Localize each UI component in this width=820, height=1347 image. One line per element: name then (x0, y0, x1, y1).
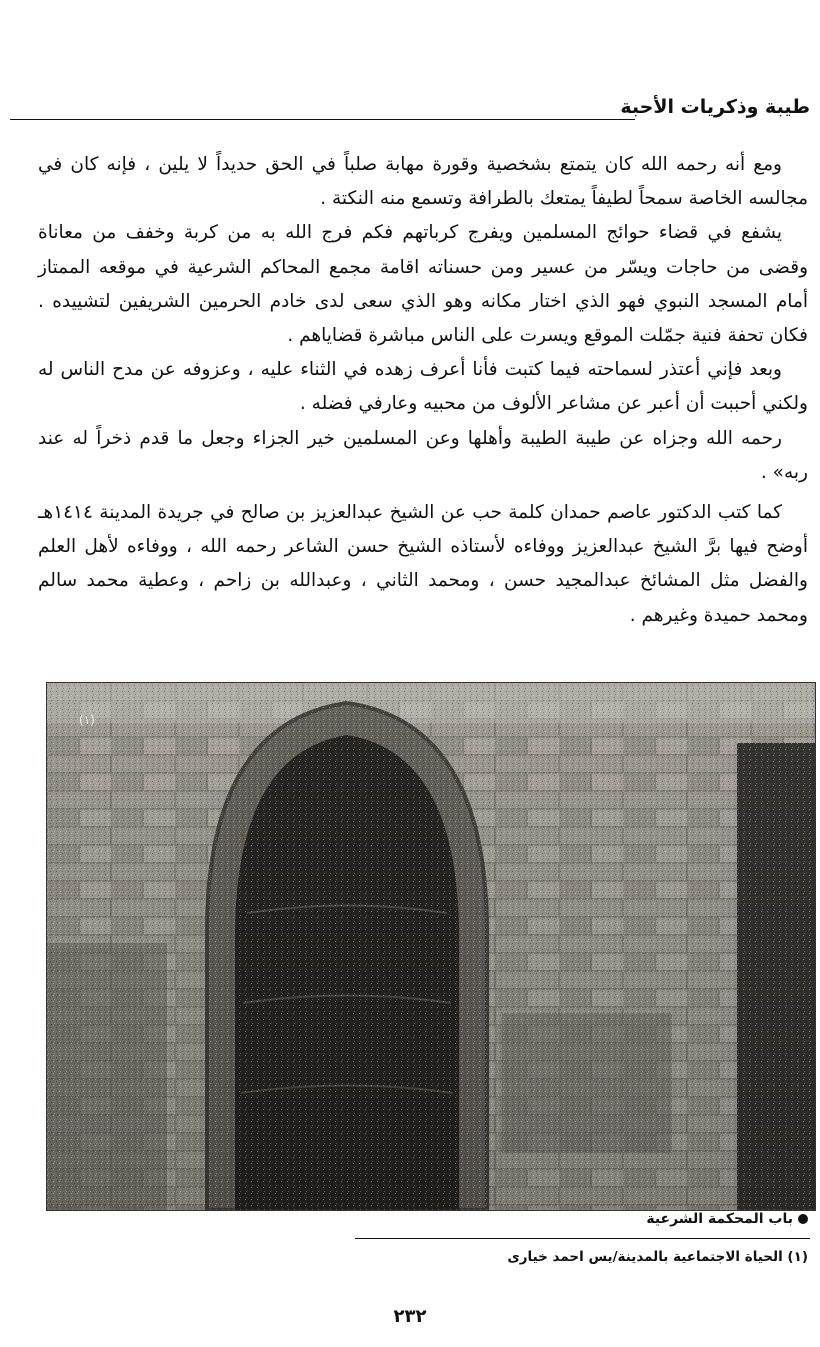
header-rule (10, 119, 635, 120)
footnote-rule (355, 1238, 810, 1239)
running-header-title: طيبة وذكريات الأحبة (620, 96, 810, 118)
paragraph: وبعد فإني أعتذر لسماحته فيما كتبت فأنا أعرف زهده في الثناء عليه ، وعزوفه عن مدح الناس له ولكني أحببت أن أعبر عن مشاعر الألوف من محبيه وعارفي فضله . (38, 359, 808, 415)
figure-reference-mark: (١) (79, 713, 95, 727)
paragraph: ومع أنه رحمه الله كان يتمتع بشخصية وقورة مهابة صلباً في الحق حديداً لا يلين ، فإنه كان في مجالسه الخاصة سمحاً لطيفاً يمتعك بالطرافة وتسمع منه النكتة . (38, 154, 808, 210)
running-header (10, 96, 810, 126)
paragraph: رحمه الله وجزاه عن طيبة الطيبة وأهلها وعن المسلمين خير الجزاء وجعل ما قدم ذخراً له عند ربه» . (38, 427, 808, 483)
figure-caption (646, 1211, 808, 1227)
stone-archway-image (47, 683, 815, 1210)
figure-caption-text: باب المحكمة الشرعية (646, 1211, 793, 1227)
paragraph: كما كتب الدكتور عاصم حمدان كلمة حب عن الشيخ عبدالعزيز بن صالح في جريدة المدينة ١٤١٤هـ أوضح فيها برَّ الشيخ عبدالعزيز ووفاءه لأستاذه الشيخ حسن الشاعر رحمه الله ، ووفاءه لأهل العلم والفضل مثل المشائخ عبدالمجيد حسن ، ومحمد الثاني ، وعبدالله بن زاحم ، وعطية محمد سالم ومحمد حميدة وغيرهم . (38, 502, 808, 626)
footnote: (١) الحياة الاجتماعية بالمدينة/يس احمد خيارى (507, 1249, 808, 1265)
court-gate-photo (46, 682, 816, 1211)
page-number: ٢٣٢ (393, 1306, 427, 1327)
paragraph: يشفع في قضاء حوائج المسلمين ويفرج كرباتهم فكم فرج الله به من كربة وخفف من معاناة وقضى من حاجات ويسّر من عسير ومن حسناته اقامة مجمع المحاكم الشرعية في موقعه الممتاز أمام المسجد النبوي فهو الذي اختار مكانه وهو الذي سعى لدى خادم الحرمين الشريفين لتشييده . فكان تحفة فنية جمّلت الموقع ويسرت على الناس مباشرة قضاياهم . (38, 222, 808, 347)
bullet-icon (798, 1214, 808, 1224)
body-text (38, 148, 808, 633)
